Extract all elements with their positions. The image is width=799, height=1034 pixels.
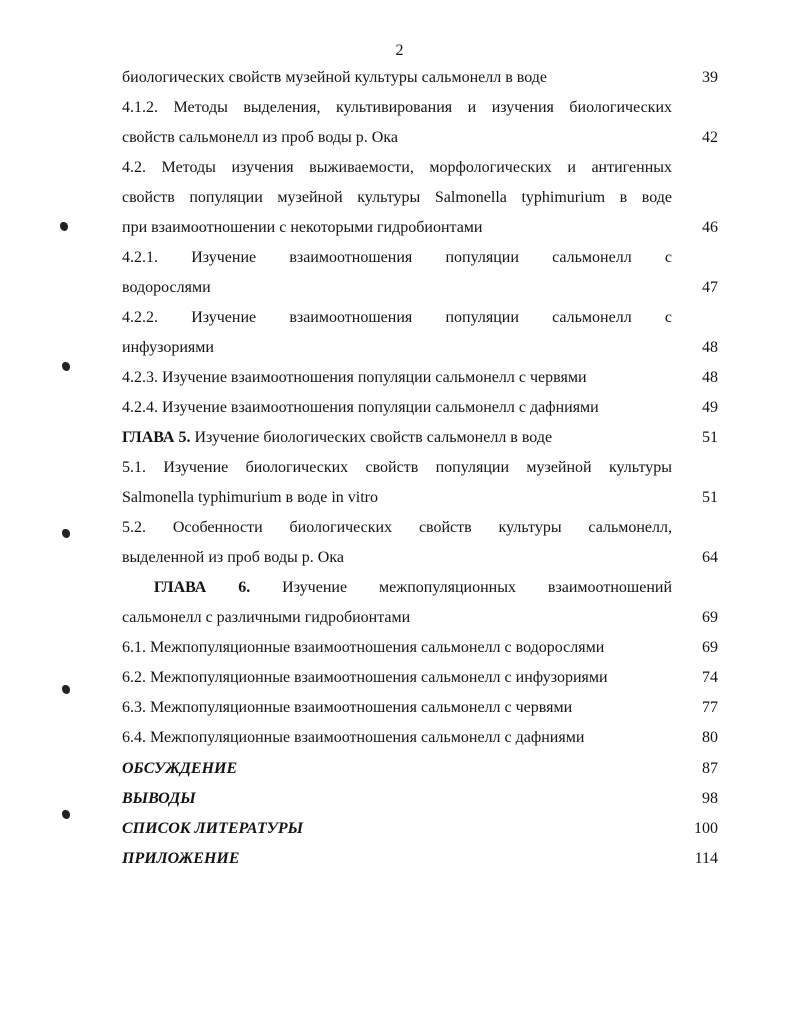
toc-page-number: 77 (702, 699, 718, 716)
toc-page-number: 98 (702, 790, 718, 807)
toc-page-number: 48 (702, 339, 718, 356)
binding-hole-mark (62, 810, 70, 819)
toc-page-number: 47 (702, 279, 718, 296)
toc-entry-line: 4.2.2. Изучение взаимоотношения популяции сальмонелл с (122, 309, 672, 326)
toc-entry-line: водорослями (122, 279, 211, 296)
toc-entry-line: биологических свойств музейной культуры сальмонелл в воде (122, 69, 547, 86)
toc-page-number: 48 (702, 369, 718, 386)
toc-entry-line: 6.4. Межпопуляционные взаимоотношения сальмонелл с дафниями (122, 729, 585, 746)
toc-entry-line: сальмонелл с различными гидробионтами (122, 609, 411, 626)
chapter-title: Изучение межпопуляционных взаимоотношений (282, 579, 672, 596)
toc-page-number: 42 (702, 129, 718, 146)
toc-page-number: 74 (702, 669, 718, 686)
binding-hole-mark (62, 362, 70, 371)
toc-page-number: 51 (702, 489, 718, 506)
toc-entry-line: 4.1.2. Методы выделения, культивирования и изучения биологических (122, 99, 672, 116)
toc-entry-line: 4.2.3. Изучение взаимоотношения популяции сальмонелл с червями (122, 369, 587, 386)
toc-entry-line: 5.2. Особенности биологических свойств культуры сальмонелл, (122, 519, 672, 536)
toc-page-number: 64 (702, 549, 718, 566)
toc-entry-line: свойств сальмонелл из проб воды р. Ока (122, 129, 398, 146)
binding-hole-mark (62, 529, 70, 538)
toc-page-number: 100 (694, 820, 718, 837)
toc-entry-line (122, 428, 672, 448)
toc-entry-line: инфузориями (122, 339, 214, 356)
toc-page-number: 69 (702, 609, 718, 626)
toc-entry-line: ПРИЛОЖЕНИЕ (122, 850, 240, 867)
toc-page-number: 69 (702, 639, 718, 656)
binding-hole-mark (60, 222, 68, 231)
toc-page-number: 49 (702, 399, 718, 416)
toc-entry-line: 6.3. Межпопуляционные взаимоотношения сальмонелл с червями (122, 699, 573, 716)
binding-hole-mark (62, 685, 70, 694)
toc-entry-line: 4.2.1. Изучение взаимоотношения популяции сальмонелл с (122, 249, 672, 266)
toc-entry-line: Salmonella typhimurium в воде in vitro (122, 489, 378, 506)
toc-entry-line: 5.1. Изучение биологических свойств популяции музейной культуры (122, 459, 672, 476)
toc-entry-line: 4.2. Методы изучения выживаемости, морфологических и антигенных (122, 159, 672, 176)
toc-entry-line: при взаимоотношении с некоторыми гидробионтами (122, 219, 483, 236)
toc-entry-line (122, 578, 672, 598)
toc-page-number: 46 (702, 219, 718, 236)
toc-page-number: 80 (702, 729, 718, 746)
toc-entry-line: выделенной из проб воды р. Ока (122, 549, 344, 566)
toc-page-number: 87 (702, 760, 718, 777)
toc-entry-line: свойств популяции музейной культуры Salmonella typhimurium в воде (122, 189, 672, 206)
toc-page-number: 114 (694, 850, 718, 867)
chapter-title: Изучение биологических свойств сальмонелл в воде (194, 429, 553, 446)
toc-page-number: 39 (702, 69, 718, 86)
toc-entry-line: ОБСУЖДЕНИЕ (122, 760, 238, 777)
chapter-label: ГЛАВА 5. (122, 429, 191, 446)
toc-entry-line: 6.2. Межпопуляционные взаимоотношения сальмонелл с инфузориями (122, 669, 608, 686)
toc-page-number: 51 (702, 429, 718, 446)
toc-entry-line: 4.2.4. Изучение взаимоотношения популяции сальмонелл с дафниями (122, 399, 599, 416)
toc-entry-line: 6.1. Межпопуляционные взаимоотношения сальмонелл с водорослями (122, 639, 605, 656)
toc-entry-line: ВЫВОДЫ (122, 790, 196, 807)
chapter-label: ГЛАВА 6. (153, 579, 251, 596)
page-number: 2 (395, 42, 404, 59)
toc-entry-line: СПИСОК ЛИТЕРАТУРЫ (122, 820, 304, 837)
